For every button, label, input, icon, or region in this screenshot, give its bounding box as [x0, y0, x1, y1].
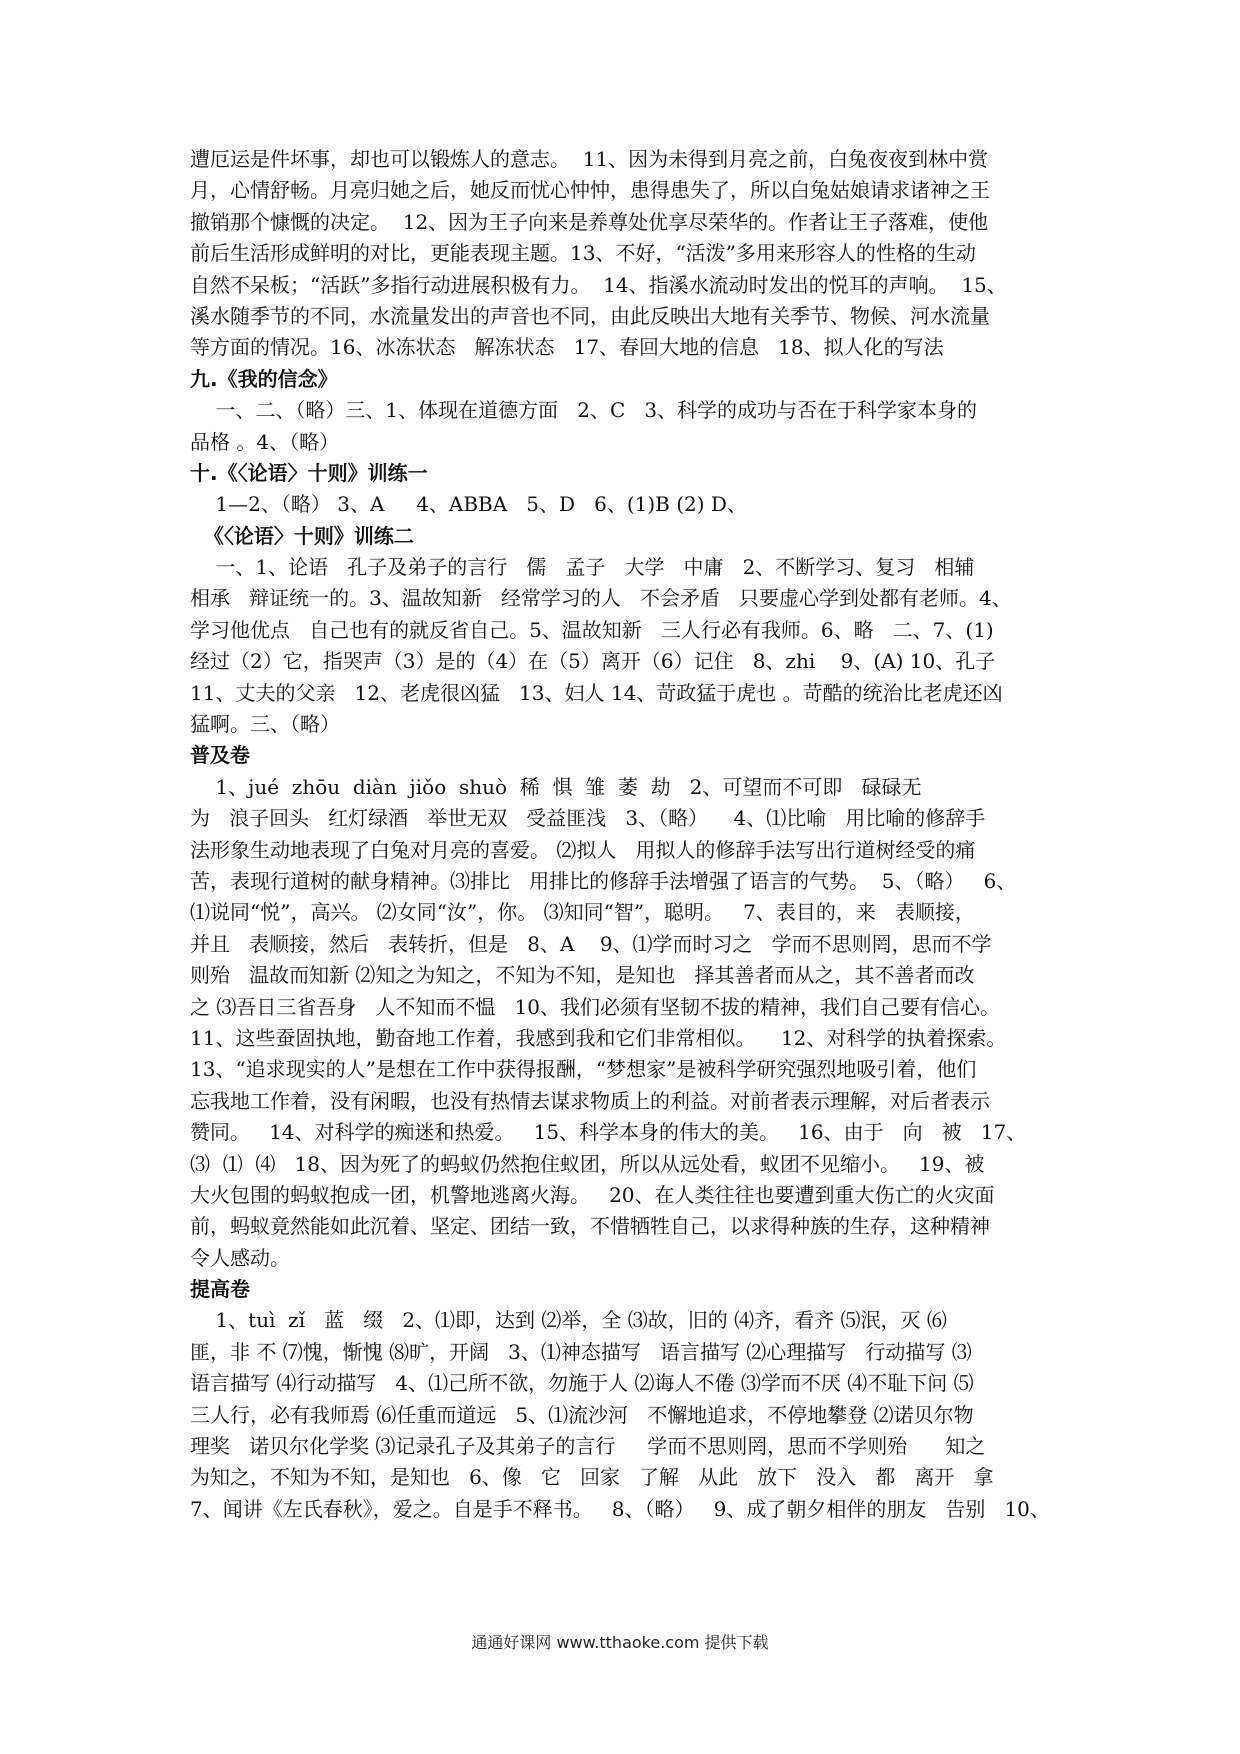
text-line: 13、“追求现实的人”是想在工作中获得报酬，“梦想家”是被科学研究强烈地吸引着，他们 [190, 1057, 977, 1082]
section-heading: 普及卷 [190, 743, 250, 768]
text-line: 月，心情舒畅。月亮归她之后，她反而忧心忡忡，患得患失了，所以白兔姑娘请求诸神之王 [190, 178, 990, 203]
text-line: 1、jué zhōu diàn jiǒo shuò 稀 惧 雏 萎 劫 2、可望而不可即 碌碌无 [190, 774, 922, 799]
document-body [190, 144, 1070, 1525]
text-line: 7、闻讲《左氏春秋》，爱之。自是手不释书。 8、（略） 9、成了朝夕相伴的朋友 告别 10、 [190, 1496, 1050, 1521]
text-line: ⑶ ⑴ ⑷ 18、因为死了的蚂蚁仍然抱住蚁团，所以从远处看，蚁团不见缩小。 19、被 [190, 1151, 985, 1176]
text-line: 品格 。4、（略） [190, 429, 340, 454]
text-line: 匪，非 不 ⑺愧，惭愧 ⑻旷，开阔 3、⑴神态描写 语言描写 ⑵心理描写 行动描写 ⑶ [190, 1339, 972, 1364]
text-line: 一、1、论语 孔子及弟子的言行 儒 孟子 大学 中庸 2、不断学习、复习 相辅 [190, 555, 975, 580]
text-line: 11、丈夫的父亲 12、老虎很凶猛 13、妇人 14、苛政猛于虎也 。苛酷的统治比老虎还凶 [190, 680, 1003, 705]
text-line: 溪水随季节的不同，水流量发出的声音也不同，由此反映出大地有关季节、物候、河水流量 [190, 303, 990, 328]
section-heading: 提高卷 [190, 1277, 250, 1302]
text-line: 11、这些蚕固执地，勤奋地工作着，我感到我和它们非常相似。 12、对科学的执着探索。 [190, 1025, 1007, 1050]
text-line: 忘我地工作着，没有闲暇，也没有热情去谋求物质上的利益。对前者表示理解，对后者表示 [190, 1088, 990, 1113]
text-line: 经过（2）它，指哭声（3）是的（4）在（5）离开（6）记住 8、zhi 9、(A) 10、孔子 [190, 649, 996, 674]
text-line: 大火包围的蚂蚁抱成一团，机警地逃离火海。 20、在人类往往也要遭到重大伤亡的火灾面 [190, 1182, 995, 1207]
text-line: 为知之，不知为不知，是知也 6、像 它 回家 了解 从此 放下 没入 都 离开 拿 [190, 1465, 994, 1490]
text-line: 学习他优点 自己也有的就反省自己。5、温故知新 三人行必有我师。6、略 二、7、(1) [190, 617, 994, 642]
text-line: 之 ⑶吾日三省吾身 人不知而不愠 10、我们必须有坚韧不拔的精神，我们自己要有信心。 [190, 994, 1000, 1019]
text-line: 自然不呆板；“活跃”多指行动进展积极有力。 14、指溪水流动时发出的悦耳的声响。 15、 [190, 272, 1007, 297]
text-line: 则殆 温故而知新 ⑵知之为知之，不知为不知，是知也 择其善者而从之，其不善者而改 [190, 963, 975, 988]
section-heading: 九.《我的信念》 [190, 366, 338, 391]
text-line: 法形象生动地表现了白兔对月亮的喜爱。 ⑵拟人 用拟人的修辞手法写出行道树经受的痛 [190, 837, 976, 862]
text-line: 苦，表现行道树的献身精神。⑶排比 用排比的修辞手法增强了语言的气势。 5、（略） 6、 [190, 868, 1017, 893]
section-heading: 十.《〈论语〉十则》训练一 [190, 460, 428, 485]
text-line: ⑴说同“悦”，高兴。 ⑵女同“汝”，你。 ⑶知同“智”，聪明。 7、表目的，来 表顺接， [190, 900, 975, 925]
text-line: 一、二、（略）三、1、体现在道德方面 2、C 3、科学的成功与否在于科学家本身的 [190, 398, 978, 423]
text-line: 语言描写 ⑷行动描写 4、⑴己所不欲，勿施于人 ⑵诲人不倦 ⑶学而不厌 ⑷不耻下问 ⑸ [190, 1371, 974, 1396]
text-line: 并且 表顺接，然后 表转折，但是 8、A 9、⑴学而时习之 学而不思则罔，思而不学 [190, 931, 992, 956]
section-heading: 《〈论语〉十则》训练二 [190, 523, 414, 548]
text-line: 等方面的情况。16、冰冻状态 解冻状态 17、春回大地的信息 18、拟人化的写法 [190, 335, 944, 360]
page-footer: 通通好课网 www.tthaoke.com 提供下载 [471, 1633, 769, 1652]
text-line: 1—2、（略） 3、A 4、ABBA 5、D 6、(1)B (2) D、 [190, 492, 747, 517]
text-line: 三人行，必有我师焉 ⑹任重而道远 5、⑴流沙河 不懈地追求，不停地攀登 ⑵诺贝尔物 [190, 1402, 974, 1427]
text-line: 赞同。 14、对科学的痴迷和热爱。 15、科学本身的伟大的美。 16、由于 向 被 17、 [190, 1120, 1027, 1145]
text-line: 猛啊。三、（略） [190, 712, 340, 737]
text-line: 前，蚂蚁竟然能如此沉着、坚定、团结一致，不惜牺牲自己，以求得种族的生存，这种精神 [190, 1214, 990, 1239]
text-line: 撤销那个慷慨的决定。 12、因为王子向来是养尊处优享尽荣华的。作者让王子落难，使他 [190, 209, 989, 234]
text-line: 令人感动。 [190, 1245, 290, 1270]
text-line: 1、tuì zǐ 蓝 缀 2、⑴即，达到 ⑵举，全 ⑶故，旧的 ⑷齐，看齐 ⑸泯，灭 ⑹ [190, 1308, 947, 1333]
text-line: 遭厄运是件坏事，却也可以锻炼人的意志。 11、因为未得到月亮之前，白兔夜夜到林中赏 [190, 147, 989, 171]
text-line: 理奖 诺贝尔化学奖 ⑶记录孔子及其弟子的言行 学而不思则罔，思而不学则殆 知之 [190, 1434, 986, 1459]
text-line: 前后生活形成鲜明的对比，更能表现主题。13、不好，“活泼”多用来形容人的性格的生动 [190, 241, 976, 266]
text-line: 为 浪子回头 红灯绿酒 举世无双 受益匪浅 3、（略） 4、⑴比喻 用比喻的修辞手 [190, 806, 986, 831]
text-line: 相承 辩证统一的。3、温故知新 经常学习的人 不会矛盾 只要虚心学到处都有老师。4、 [190, 586, 1012, 611]
